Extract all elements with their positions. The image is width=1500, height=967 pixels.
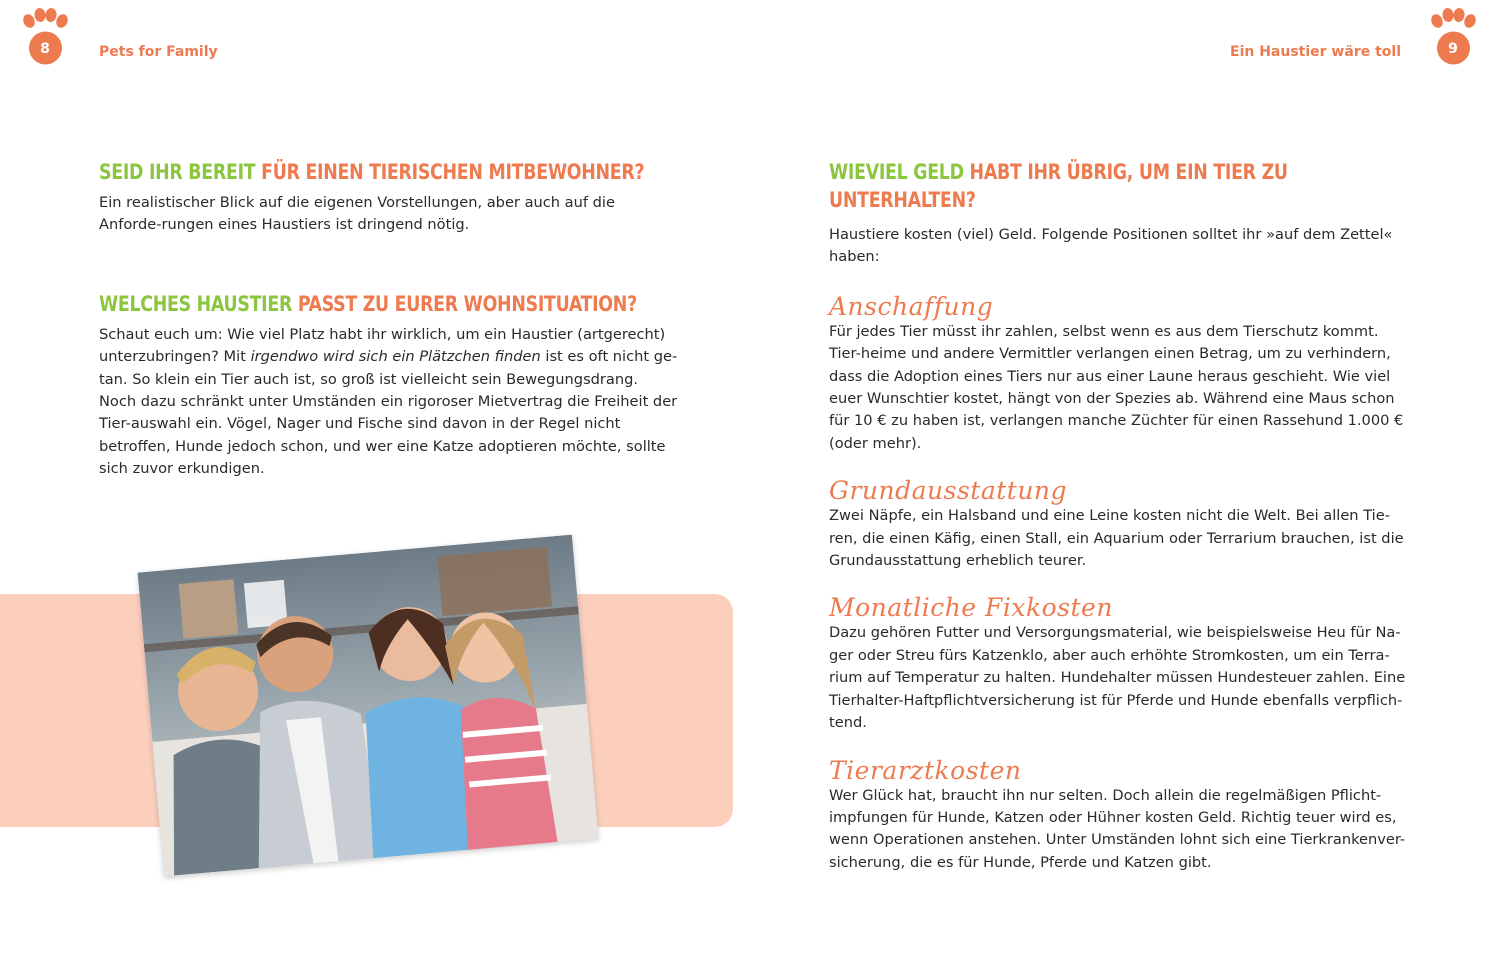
subheading-grundausstattung: Grundausstattung — [829, 476, 1068, 506]
body-anschaffung: Für jedes Tier müsst ihr zahlen, selbst wenn es aus dem Tierschutz kommt. Tier-heime und andere Vermittler verlangen einen Betrag, um zu verhindern, dass die Adoption eines Tiers nur aus einer Laune heraus geschieht. Wie viel euer Wunschtier kostet, hängt von der Spezies ab. Während eine Maus schon für 10 € zu haben ist, verlangen manche Züchter für einen Rassehund 1.000 € (oder mehr). — [829, 322, 1404, 452]
running-title-right: Ein Haustier wäre toll — [1230, 44, 1401, 60]
paw-icon — [1427, 8, 1479, 66]
running-title-left: Pets for Family — [99, 44, 218, 60]
subheading-tierarztkosten: Tierarztkosten — [829, 755, 1022, 785]
subheading-fixkosten: Monatliche Fixkosten — [829, 593, 1113, 623]
section-body-housing: Schaut euch um: Wie viel Platz habt ihr wirklich, um ein Haustier (artgerecht) unterzubringen? Mit irgendwo wird sich ein Plätzchen finden ist es oft nicht ge-tan. So klein ein Tier auch ist, so groß ist vielleicht sein Bewegungsdrang. Noch dazu schränkt unter Umständen ein rigoroser Mietvertrag die Freiheit der Tier-auswahl ein. Vögel, Nager und Fische sind davon in der Regel nicht betroffen, Hunde jedoch schon, und wer eine Katze adoptieren möchte, sollte sich zuvor erkundigen. — [99, 325, 678, 478]
section-heading-ready: SEID IHR BEREIT FÜR EINEN TIERISCHEN MITBEWOHNER? — [99, 160, 645, 184]
section-body-ready: Ein realistischer Blick auf die eigenen Vorstellungen, aber auch auf die Anforde-rungen eines Haustiers ist dringend nötig. — [99, 194, 615, 234]
right-page-content — [829, 158, 1414, 874]
paw-page-badge-left — [19, 8, 71, 66]
page-number-left: 8 — [40, 41, 50, 57]
section-intro-money: Haustiere kosten (viel) Geld. Folgende Positionen solltet ihr »auf dem Zettel« haben: — [829, 226, 1393, 266]
family-photo — [138, 535, 599, 877]
section-heading-money: WIEVIEL GELD HABT IHR ÜBRIG, UM EIN TIER ZU UNTERHALTEN? — [829, 160, 1288, 212]
body-tierarztkosten: Wer Glück hat, braucht ihn nur selten. Doch allein die regelmäßigen Pflicht-impfungen für Hunde, Katzen oder Hühner kosten Geld. Richtig teuer wird es, wenn Operationen anstehen. Unter Umständen lohnt sich eine Tierkrankenver-sicherung, die es für Hunde, Pferde und Katzen gibt. — [829, 786, 1406, 871]
subheading-anschaffung: Anschaffung — [829, 291, 994, 321]
section-heading-housing: WELCHES HAUSTIER PASST ZU EURER WOHNSITUATION? — [99, 291, 637, 316]
page-number-right: 9 — [1448, 41, 1458, 57]
paw-page-badge-right — [1427, 8, 1479, 66]
left-page-content — [99, 158, 679, 481]
paw-icon — [19, 8, 71, 66]
body-fixkosten: Dazu gehören Futter und Versorgungsmaterial, wie beispielsweise Heu für Na-ger oder Streu fürs Katzenklo, aber auch erhöhte Stromkosten, um ein Terra-rium auf Temperatur zu halten. Hundehalter müssen Hundesteuer zahlen. Eine Tierhalter-Haftpflichtversicherung ist für Pferde und Hunde ebenfalls verpflich-tend. — [829, 624, 1406, 732]
body-grundausstattung: Zwei Näpfe, ein Halsband und eine Leine kosten nicht die Welt. Bei allen Tie-ren, die einen Käfig, einen Stall, ein Aquarium oder Terrarium brauchen, ist die Grundausstattung erheblich teurer. — [829, 507, 1404, 570]
